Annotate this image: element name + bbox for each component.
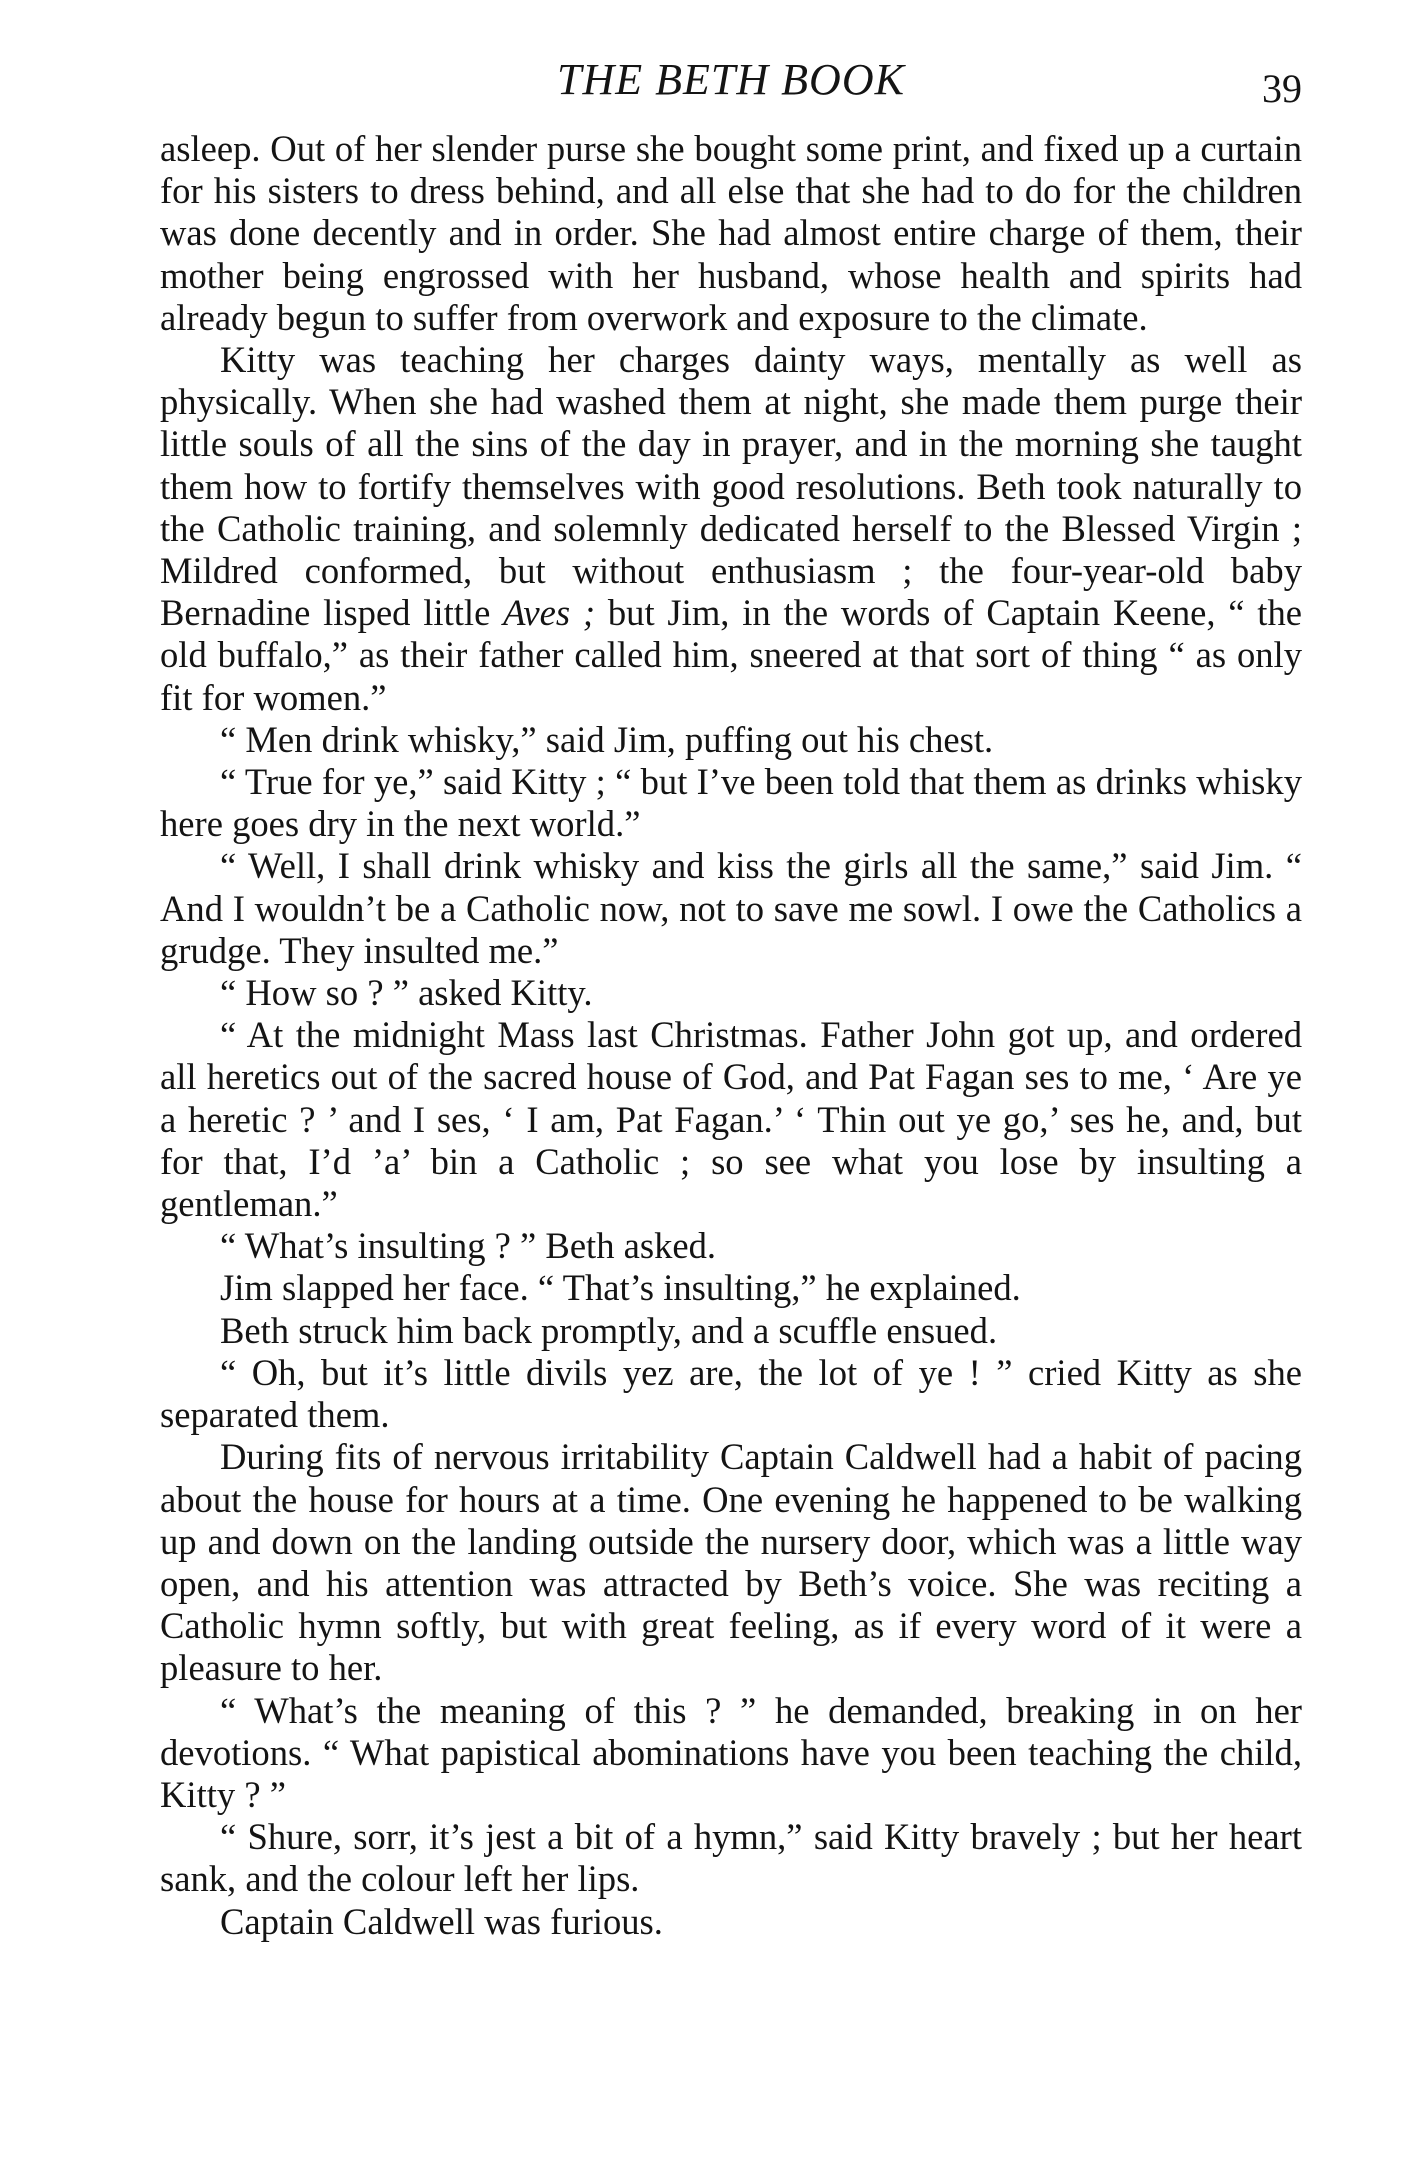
text-block [160, 128, 1302, 1943]
page-number: 39 [1262, 66, 1302, 111]
running-head [160, 50, 1302, 110]
paragraph: “ What’s insulting ? ” Beth asked. [220, 1225, 717, 1267]
paragraph-text: but Jim, in the words of Captain Keene, “ the old buffalo,” as their father called him, sneered at that sort of thing “ as only fit for women.” [160, 592, 1302, 718]
running-title: THE BETH BOOK [557, 55, 905, 104]
paragraph: “ How so ? ” asked Kitty. [220, 972, 593, 1014]
paragraph: “ Well, I shall drink whisky and kiss the girls all the same,” said Jim. “ And I wouldn’t be a Catholic now, not to save me sowl. I owe the Catholics a grudge. They insulted me.” [160, 845, 1302, 971]
paragraph: asleep. Out of her slender purse she bought some print, and fixed up a curtain for his sisters to dress behind, and all else that she had to do for the children was done decently and in order. She had almost entire charge of them, their mother being engrossed with her husband, whose health and spirits had already begun to suffer from overwork and exposure to the climate. [160, 128, 1302, 338]
paragraph: Jim slapped her face. “ That’s insulting,” he explained. [220, 1267, 1021, 1309]
paragraph: “ What’s the meaning of this ? ” he demanded, breaking in on her devotions. “ What papistical abominations have you been teaching the child, Kitty ? ” [160, 1689, 1302, 1815]
paragraph-text: Kitty was teaching her charges dainty ways, mentally as well as physically. When she had washed them at night, she made them purge their little souls of all the sins of the day in prayer, and in the morning she taught them how to fortify themselves with good resolutions. Beth took naturally to the Catholic training, and solemnly dedicated herself to the Blessed Virgin ; Mildred conformed, but without enthusiasm ; the four-year-old baby Bernadine lisped little [160, 339, 1302, 634]
paragraph: “ True for ye,” said Kitty ; “ but I’ve been told that them as drinks whisky here goes dry in the next world.” [160, 761, 1302, 845]
paragraph: Captain Caldwell was furious. [220, 1900, 663, 1942]
paragraph: “ At the midnight Mass last Christmas. Father John got up, and ordered all heretics out of the sacred house of God, and Pat Fagan ses to me, ‘ Are ye a heretic ? ’ and I ses, ‘ I am, Pat Fagan.’ ‘ Thin out ye go,’ ses he, and, but for that, I’d ’a’ bin a Catholic ; so see what you lose by insulting a gentleman.” [160, 1014, 1302, 1225]
paragraph: “ Oh, but it’s little divils yez are, the lot of ye ! ” cried Kitty as she separated them. [160, 1351, 1302, 1436]
paragraph [160, 339, 1302, 719]
paragraph: During fits of nervous irritability Captain Caldwell had a habit of pacing about the house for hours at a time. One evening he happened to be walking up and down on the landing outside the nursery door, which was a little way open, and his attention was attracted by Beth’s voice. She was reciting a Catholic hymn softly, but with great feeling, as if every word of it were a pleasure to her. [160, 1436, 1302, 1689]
paragraph: Beth struck him back promptly, and a scuffle ensued. [220, 1309, 998, 1351]
paragraph: “ Men drink whisky,” said Jim, puffing out his chest. [220, 718, 994, 760]
italic-latin-word: Aves ; [503, 592, 596, 634]
paragraph: “ Shure, sorr, it’s jest a bit of a hymn,” said Kitty bravely ; but her heart sank, and the colour left her lips. [160, 1816, 1302, 1900]
